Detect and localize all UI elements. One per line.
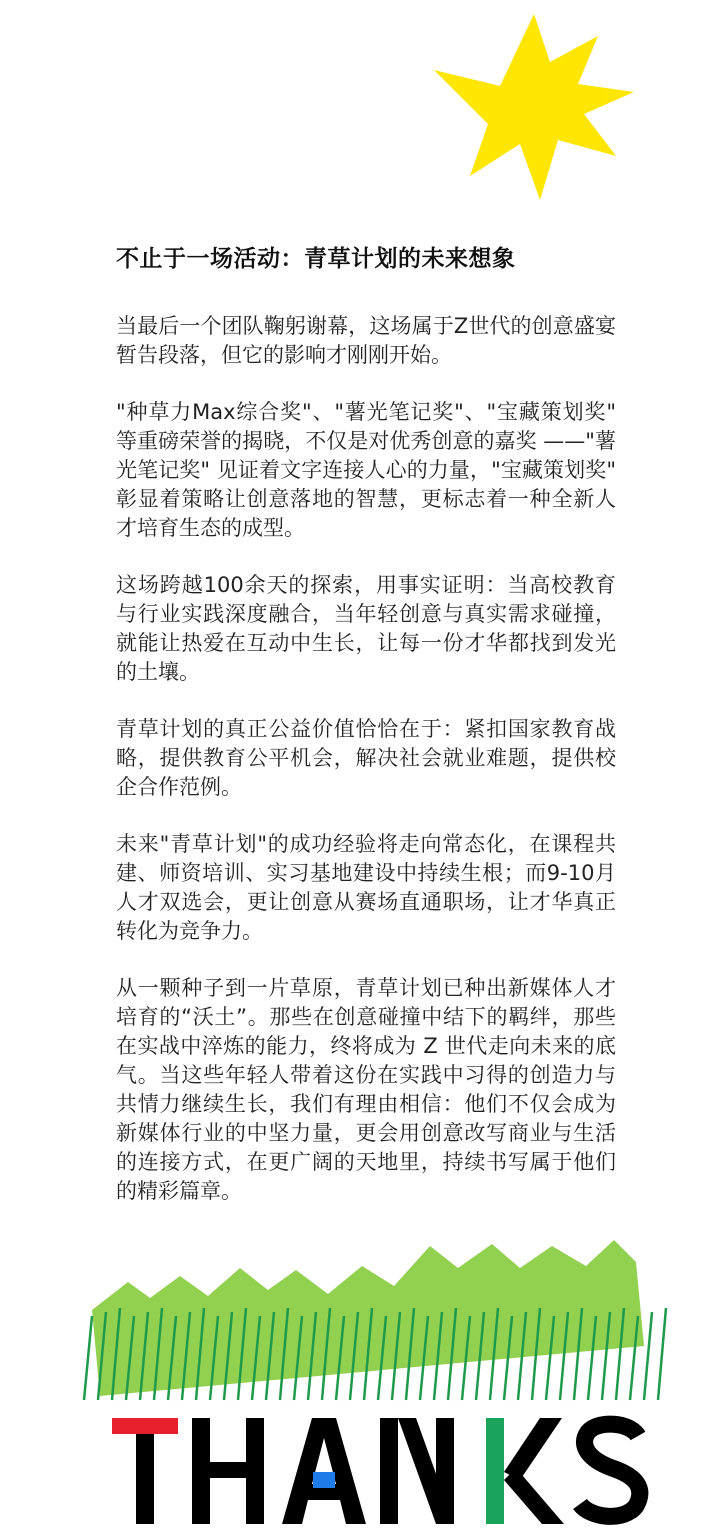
thanks-n-left — [380, 1418, 398, 1524]
thanks-h-bar — [210, 1462, 246, 1478]
thanks-k-upper — [504, 1418, 562, 1480]
thanks-h-right — [246, 1418, 264, 1524]
grass-decoration — [0, 1238, 720, 1408]
star-shape — [434, 14, 634, 200]
thanks-letters — [112, 1418, 640, 1524]
thanks-banner — [0, 1410, 720, 1535]
thanks-k-lower — [504, 1468, 564, 1524]
article-paragraph: 这场跨越100余天的探索，用事实证明：当高校教育与行业实践深度融合，当年轻创意与真实需求碰撞，就能让热爱在互动中生长，让每一份才华都找到发光的土壤。 — [116, 573, 616, 684]
thanks-t-stem — [136, 1434, 154, 1524]
article-title: 不止于一场活动：青草计划的未来想象 — [116, 246, 516, 272]
article-paragraph: 青草计划的真正公益价值恰恰在于：紧扣国家教育战略，提供教育公平机会，解决社会就业难题，提供校企合作范例。 — [116, 717, 616, 799]
article-paragraph: 当最后一个团队鞠躬谢幕，这场属于Z世代的创意盛宴暂告段落，但它的影响才刚刚开始。 — [116, 314, 616, 367]
article — [116, 240, 616, 1234]
article-paragraph: "种草力Max综合奖"、"薯光笔记奖"、"宝藏策划奖" 等重磅荣誉的揭晓，不仅是对优秀创意的嘉奖 ——"薯光笔记奖" 见证着文字连接人心的力量，"宝藏策划奖" 彰显着策略让创意落地的智慧，更标志着一种全新人才培育生态的成型。 — [116, 400, 616, 540]
article-paragraph: 从一颗种子到一片草原，青草计划已种出新媒体人才培育的“沃土”。那些在创意碰撞中结下的羁绊，那些在实战中淬炼的能力，终将成为 Z 世代走向未来的底气。当这些年轻人带着这份在实践中习得的创造力与共情力继续生长，我们有理由相信：他们不仅会成为新媒体行业的中坚力量，更会用创意改写商业与生活的连接方式，在更广阔的天地里，持续书写属于他们的精彩篇章。 — [116, 976, 616, 1203]
thanks-k-stem — [486, 1418, 504, 1524]
grass-line — [644, 1312, 652, 1400]
thanks-t-top-bar — [112, 1418, 178, 1434]
star-decoration — [428, 0, 640, 212]
thanks-a-bar — [313, 1472, 335, 1488]
thanks-s-shape — [580, 1424, 640, 1516]
grass-line — [84, 1316, 92, 1400]
article-paragraph: 未来"青草计划"的成功经验将走向常态化，在课程共建、师资培训、实习基地建设中持续生根；而9-10月人才双选会，更让创意从赛场直通职场，让才华真正转化为竞争力。 — [116, 832, 616, 943]
thanks-h-left — [192, 1418, 210, 1524]
grass-line — [658, 1308, 666, 1400]
